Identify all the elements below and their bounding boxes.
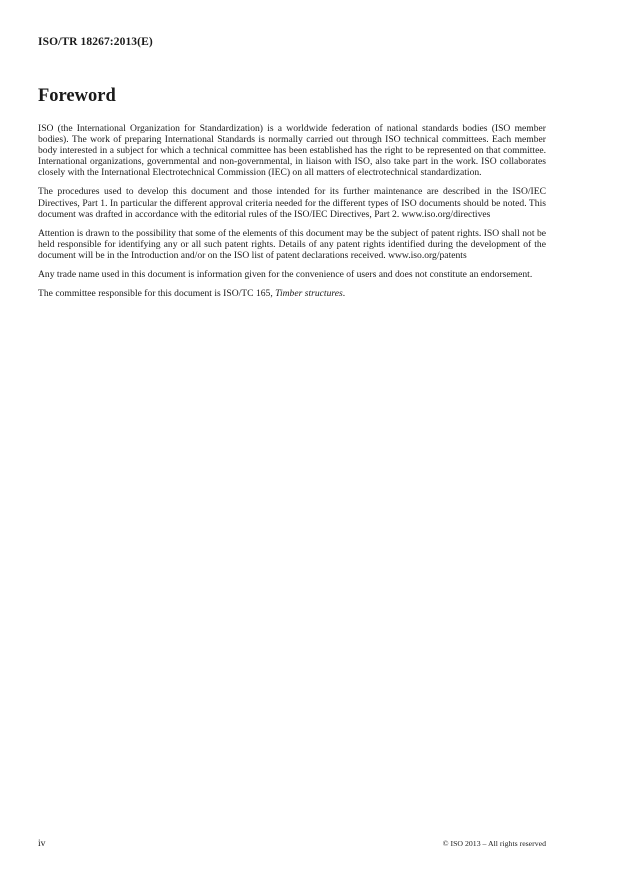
committee-text: The committee responsible for this document is ISO/TC 165, xyxy=(38,288,276,300)
paragraph-trade-names: Any trade name used in this document is information given for the convenience of users and does not constitute an endorsement. xyxy=(38,269,533,281)
page-number: iv xyxy=(38,838,46,849)
copyright-notice: © ISO 2013 – All rights reserved xyxy=(442,839,546,848)
paragraph-patent-rights: Attention is drawn to the possibility that some of the elements of this document may be the subject of patent rights. ISO shall not be held responsible for identifying any or all such patent rights. Details of any patent rights identified during the development of the document will be in the Introduction and/or on the ISO list of patent declarations received. www.iso.org/patents xyxy=(38,227,546,261)
foreword-body xyxy=(38,123,546,307)
committee-name: Timber structures xyxy=(275,288,343,300)
paragraph-procedures: The procedures used to develop this document and those intended for its further maintenance are described in the ISO/IEC Directives, Part 1. In particular the different approval criteria needed for the different types of ISO documents should be noted. This document was drafted in accordance with the editorial rules of the ISO/IEC Directives, Part 2. www.iso.org/directives xyxy=(38,186,546,220)
paragraph-committee xyxy=(38,288,546,299)
committee-period: . xyxy=(342,288,346,300)
page-title: Foreword xyxy=(38,86,116,106)
paragraph-iso-overview: ISO (the International Organization for Standardization) is a worldwide federation of national standards bodies (ISO member bodies). The work of preparing International Standards is normally carried out through ISO technical committees. Each member body interested in a subject for which a technical committee has been established has the right to be represented on that committee. International organizations, governmental and non-governmental, in liaison with ISO, also take part in the work. ISO collaborates closely with the International Electrotechnical Commission (IEC) on all matters of electrotechnical standardization. xyxy=(38,123,546,179)
document-identifier: ISO/TR 18267:2013(E) xyxy=(38,36,153,48)
